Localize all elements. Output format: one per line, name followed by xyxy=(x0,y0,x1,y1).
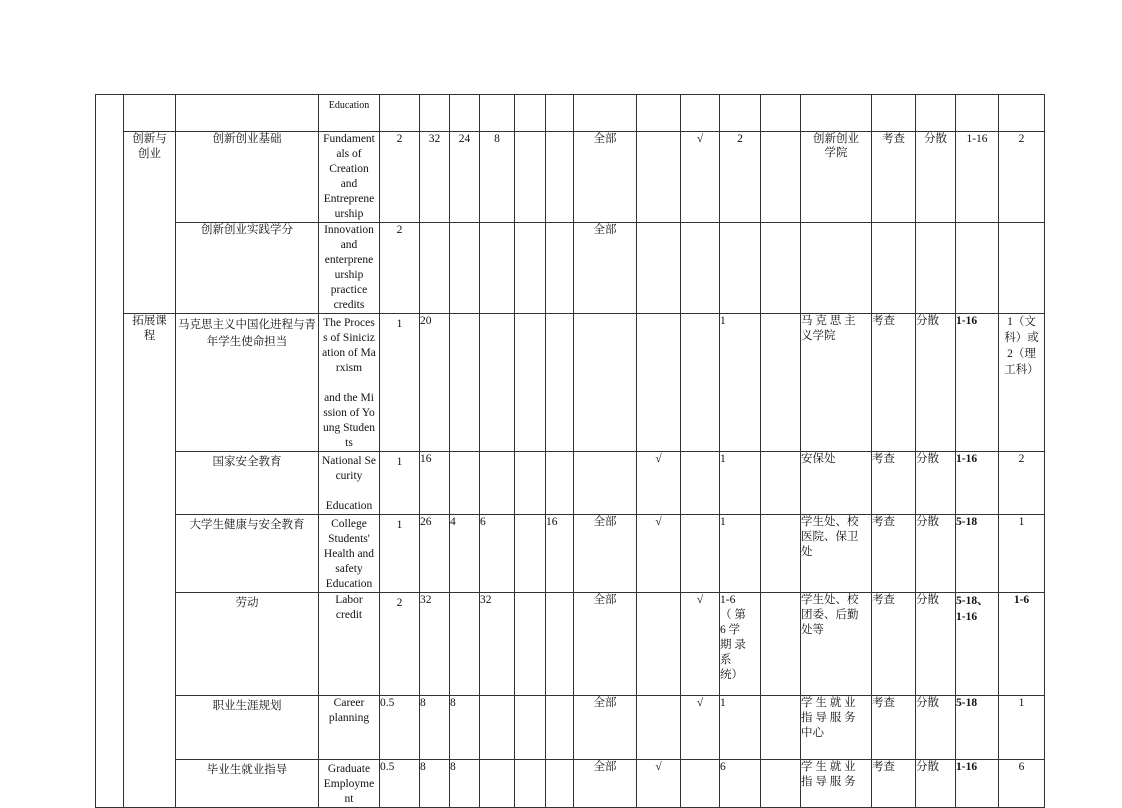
scope: 全部 xyxy=(574,223,637,314)
department: 学 生 就 业 指 导 服 务 xyxy=(801,760,872,808)
grading: 分散 xyxy=(916,515,956,593)
weeks: 5-18 xyxy=(956,515,999,593)
assessment: 考查 xyxy=(872,452,916,515)
check-mark: √ xyxy=(681,132,720,223)
check-mark: √ xyxy=(681,593,720,696)
course-en: Career planning xyxy=(319,696,380,760)
theory-hours: 24 xyxy=(450,132,480,223)
last-col: 2 xyxy=(999,452,1045,515)
practice-hours: 32 xyxy=(480,593,515,696)
check-mark: √ xyxy=(681,696,720,760)
hours: 16 xyxy=(420,452,450,515)
course-en: The Proces s of Siniciz ation of Ma rxism and the Mi ssion of Yo ung Studen ts xyxy=(319,314,380,452)
table-row xyxy=(96,132,1045,223)
hours: 8 xyxy=(420,760,450,808)
section-label-extension: 拓展课 程 xyxy=(124,314,176,808)
theory-hours: 8 xyxy=(450,696,480,760)
extra-hours: 16 xyxy=(546,515,574,593)
semester: 1 xyxy=(720,452,761,515)
course-en: National Se curity Education xyxy=(319,452,380,515)
course-zh xyxy=(176,95,319,132)
weeks: 5-18 xyxy=(956,696,999,760)
semester: 1 xyxy=(720,314,761,452)
grading: 分散 xyxy=(916,132,956,223)
assessment: 考查 xyxy=(872,696,916,760)
practice-hours: 6 xyxy=(480,515,515,593)
course-zh: 毕业生就业指导 xyxy=(176,760,319,808)
check-mark: √ xyxy=(637,760,681,808)
course-en: Graduate Employme nt xyxy=(319,760,380,808)
last-col: 1 xyxy=(999,696,1045,760)
department: 安保处 xyxy=(801,452,872,515)
table-row xyxy=(96,760,1045,808)
department: 学生处、校 团委、后勤 处等 xyxy=(801,593,872,696)
course-table xyxy=(95,94,1045,808)
table-row xyxy=(96,593,1045,696)
assessment: 考查 xyxy=(872,515,916,593)
weeks: 1-16 xyxy=(956,132,999,223)
course-zh: 创新创业基础 xyxy=(176,132,319,223)
section-cell-empty xyxy=(124,95,176,132)
course-zh: 马克思主义中国化进程与青年学生使命担当 xyxy=(176,314,319,452)
practice-hours: 8 xyxy=(480,132,515,223)
grading: 分散 xyxy=(916,314,956,452)
credits: 1 xyxy=(380,314,420,452)
scope: 全部 xyxy=(574,132,637,223)
grading: 分散 xyxy=(916,452,956,515)
department: 马 克 思 主 义学院 xyxy=(801,314,872,452)
table-row xyxy=(96,223,1045,314)
course-zh: 大学生健康与安全教育 xyxy=(176,515,319,593)
last-col: 2 xyxy=(999,132,1045,223)
weeks: 5-18、 1-16 xyxy=(956,593,999,696)
assessment: 考查 xyxy=(872,760,916,808)
theory-hours: 4 xyxy=(450,515,480,593)
semester: 6 xyxy=(720,760,761,808)
credits: 0.5 xyxy=(380,696,420,760)
credits: 0.5 xyxy=(380,760,420,808)
course-zh: 劳动 xyxy=(176,593,319,696)
scope: 全部 xyxy=(574,515,637,593)
grading: 分散 xyxy=(916,760,956,808)
hours: 8 xyxy=(420,696,450,760)
department: 学 生 就 业 指 导 服 务 中心 xyxy=(801,696,872,760)
section-label-innovation: 创新与 创业 xyxy=(124,132,176,314)
course-en: Fundament als of Creation and Entreprene urship xyxy=(319,132,380,223)
last-col: 6 xyxy=(999,760,1045,808)
last-col: 1-6 xyxy=(999,593,1045,696)
hours: 32 xyxy=(420,132,450,223)
hours: 32 xyxy=(420,593,450,696)
scope: 全部 xyxy=(574,696,637,760)
semester: 1 xyxy=(720,515,761,593)
last-col: 1 xyxy=(999,515,1045,593)
scope: 全部 xyxy=(574,760,637,808)
assessment: 考查 xyxy=(872,314,916,452)
hours: 26 xyxy=(420,515,450,593)
department: 创新创业 学院 xyxy=(801,132,872,223)
course-zh: 创新创业实践学分 xyxy=(176,223,319,314)
check-mark: √ xyxy=(637,452,681,515)
credits: 2 xyxy=(380,593,420,696)
course-en: College Students' Health and safety Education xyxy=(319,515,380,593)
credits: 2 xyxy=(380,132,420,223)
department: 学生处、校 医院、保卫 处 xyxy=(801,515,872,593)
weeks: 1-16 xyxy=(956,760,999,808)
assessment: 考查 xyxy=(872,593,916,696)
hours: 20 xyxy=(420,314,450,452)
table-row xyxy=(96,452,1045,515)
scope: 全部 xyxy=(574,593,637,696)
credits: 1 xyxy=(380,452,420,515)
table-row xyxy=(96,314,1045,452)
last-col: 1（文 科）或 2（理 工科） xyxy=(999,314,1045,452)
course-zh: 国家安全教育 xyxy=(176,452,319,515)
outer-left-cell xyxy=(96,95,124,808)
check-mark: √ xyxy=(637,515,681,593)
course-en: Education xyxy=(319,95,380,132)
table-row xyxy=(96,515,1045,593)
course-zh: 职业生涯规划 xyxy=(176,696,319,760)
assessment: 考查 xyxy=(872,132,916,223)
grading: 分散 xyxy=(916,593,956,696)
weeks: 1-16 xyxy=(956,314,999,452)
credits: 2 xyxy=(380,223,420,314)
credits: 1 xyxy=(380,515,420,593)
semester: 1 xyxy=(720,696,761,760)
table-row xyxy=(96,696,1045,760)
grading: 分散 xyxy=(916,696,956,760)
weeks: 1-16 xyxy=(956,452,999,515)
table-row xyxy=(96,95,1045,132)
semester: 2 xyxy=(720,132,761,223)
course-en: Innovation and enterprene urship practice credits xyxy=(319,223,380,314)
theory-hours: 8 xyxy=(450,760,480,808)
course-en: Labor credit xyxy=(319,593,380,696)
semester: 1-6 （ 第 6 学 期 录 系 统） xyxy=(720,593,761,696)
